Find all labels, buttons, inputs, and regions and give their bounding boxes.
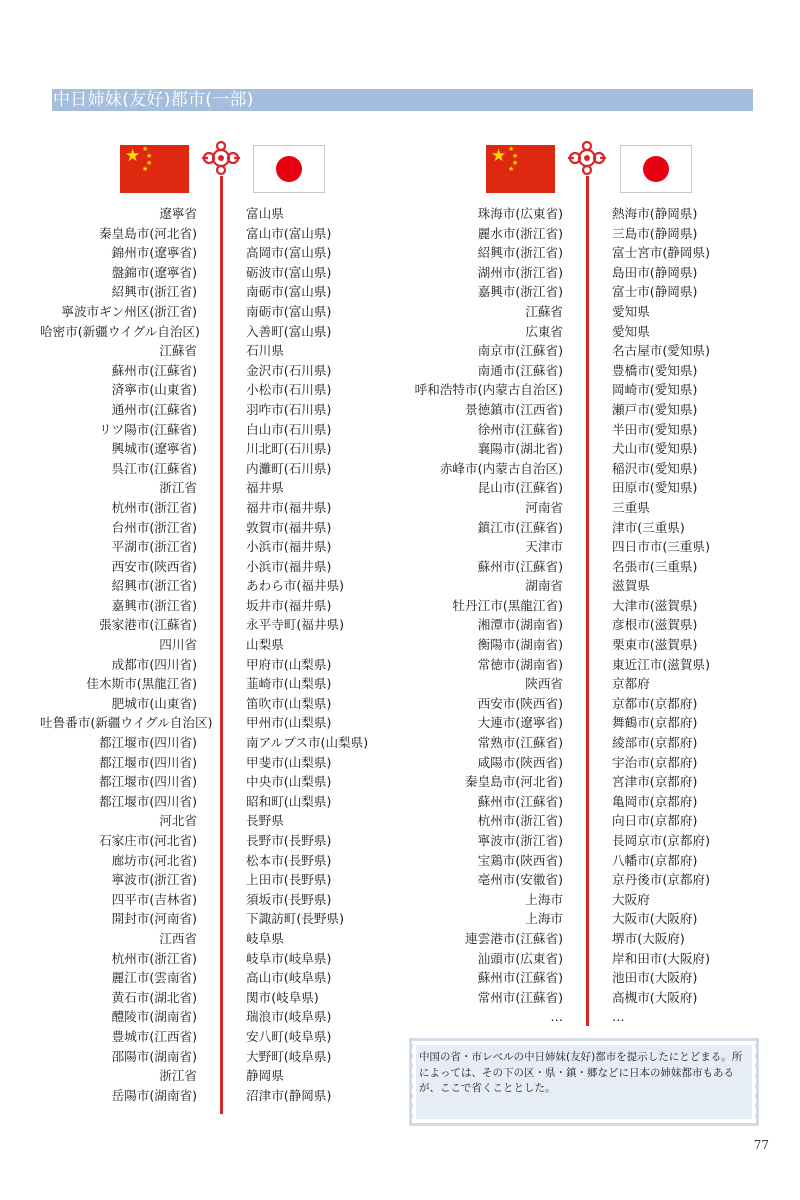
table-row: 常熟市(江蘇省) — [477, 735, 563, 751]
table-row: 三重県 — [612, 499, 650, 515]
table-row: 入善町(富山県) — [246, 323, 332, 339]
table-row: 杭州市(浙江省) — [111, 499, 197, 515]
table-row: 都江堰市(四川省) — [99, 735, 197, 751]
table-row: 張家港市(江蘇省) — [99, 617, 197, 633]
right-japan-city-list — [612, 204, 752, 1027]
table-row: 甲州市(山梨県) — [246, 715, 332, 731]
table-row: 平湖市(浙江省) — [111, 539, 197, 555]
table-row: 岐阜県 — [246, 930, 284, 946]
table-row: 舞鶴市(京都府) — [612, 715, 698, 731]
table-row: 岡崎市(愛知県) — [612, 382, 698, 398]
page-number: 77 — [753, 1138, 769, 1152]
table-row: 秦皇島市(河北省) — [99, 225, 197, 241]
table-row: 四日市市(三重県) — [612, 539, 710, 555]
table-row: 湖南省 — [525, 578, 563, 594]
table-row: 黄石市(湖北省) — [111, 989, 197, 1005]
table-row: 珠海市(広東省) — [477, 206, 563, 221]
table-row: 島田市(静岡県) — [612, 264, 698, 280]
table-row: 河南省 — [525, 499, 563, 515]
table-row: 興城市(遼寧省) — [111, 441, 197, 457]
table-row: 長岡京市(京都府) — [612, 833, 710, 848]
left-japan-city-list — [246, 204, 396, 1105]
table-row: 稲沢市(愛知県) — [612, 460, 698, 476]
table-row: 愛知県 — [612, 323, 650, 339]
table-row: 甲斐市(山梨県) — [246, 754, 332, 770]
table-row: … — [612, 1009, 625, 1025]
table-row: 咸陽市(陝西省) — [477, 754, 563, 770]
table-row: 陝西省 — [525, 676, 563, 692]
table-row: 小松市(石川県) — [246, 382, 332, 398]
table-row: 大野町(岐阜県) — [246, 1048, 332, 1064]
small-star-icon: ★ — [508, 165, 515, 173]
table-row: 栗東市(滋賀県) — [612, 637, 698, 653]
table-row: 三島市(静岡県) — [612, 225, 698, 241]
table-row: 向日市(京都府) — [612, 813, 698, 829]
table-row: 衡陽市(湖南省) — [477, 637, 563, 653]
table-row: 石川県 — [246, 343, 284, 359]
table-row: 京丹後市(京都府) — [612, 872, 710, 888]
table-row: 景徳鎮市(江西省) — [465, 401, 563, 417]
table-row: 廊坊市(河北省) — [111, 852, 197, 868]
table-row: 亳州市(安徽省) — [477, 872, 563, 888]
table-row: 堺市(大阪府) — [612, 930, 685, 946]
table-row: 上田市(長野県) — [246, 872, 332, 888]
table-row: 綾部市(京都府) — [612, 735, 698, 751]
small-star-icon: ★ — [146, 159, 153, 167]
small-star-icon: ★ — [512, 159, 519, 167]
china-flag-right — [486, 145, 555, 193]
table-row: 蘇州市(江蘇省) — [111, 362, 197, 378]
table-row: 邵陽市(湖南省) — [111, 1048, 197, 1064]
table-row: 通州市(江蘇省) — [111, 401, 197, 417]
table-row: 瀬戸市(愛知県) — [612, 401, 698, 417]
table-row: 杭州市(浙江省) — [477, 813, 563, 829]
table-row: 広東省 — [525, 323, 563, 339]
table-row: 四平市(吉林省) — [111, 891, 197, 907]
table-row: 連雲港市(江蘇省) — [465, 930, 563, 946]
table-row: 犬山市(愛知県) — [612, 441, 698, 457]
table-row: 富山県 — [246, 206, 284, 221]
table-row: 鎮江市(江蘇省) — [477, 519, 563, 535]
left-china-city-list — [40, 204, 213, 1105]
table-row: 金沢市(石川県) — [246, 362, 332, 378]
table-row: 石家庄市(河北省) — [99, 833, 197, 848]
small-star-icon: ★ — [508, 145, 515, 153]
table-row: 遼寧省 — [159, 206, 197, 221]
table-row: 江西省 — [159, 930, 197, 946]
table-row: 京都市(京都府) — [612, 695, 698, 711]
table-row: 浙江省 — [159, 480, 197, 496]
red-cord-divider-left — [220, 176, 223, 1114]
table-row: 川北町(石川県) — [246, 441, 332, 457]
table-row: 東近江市(滋賀県) — [612, 656, 710, 672]
table-row: 宇治市(京都府) — [612, 754, 698, 770]
table-row: 襄陽市(湖北省) — [477, 441, 563, 457]
table-row: 大阪府 — [612, 891, 650, 907]
table-row: 岳陽市(湖南省) — [111, 1087, 197, 1103]
table-row: 名張市(三重県) — [612, 558, 698, 574]
table-row: 宮津市(京都府) — [612, 774, 698, 790]
table-row: 麗江市(雲南省) — [111, 970, 197, 986]
table-row: 湘潭市(湖南省) — [477, 617, 563, 633]
table-row: 徐州市(江蘇省) — [477, 421, 563, 437]
table-row: 宝鶏市(陝西省) — [477, 852, 563, 868]
table-row: 熱海市(静岡県) — [612, 206, 698, 221]
table-row: 嘉興市(浙江省) — [111, 597, 197, 613]
table-row: 豊城市(江西省) — [111, 1028, 197, 1044]
table-row: 錦州市(遼寧省) — [111, 245, 197, 261]
table-row: 長野県 — [246, 813, 284, 829]
table-row: 敦賀市(福井県) — [246, 519, 332, 535]
table-row: 小浜市(福井県) — [246, 539, 332, 555]
table-row: 肥城市(山東省) — [111, 695, 197, 711]
table-row: 韮崎市(山梨県) — [246, 676, 332, 692]
table-row: 高山市(岐阜県) — [246, 970, 332, 986]
japan-flag-left — [253, 145, 325, 193]
table-row: 沼津市(静岡県) — [246, 1087, 332, 1103]
table-row: 佳木斯市(黒龍江省) — [86, 676, 197, 692]
table-row: 呼和浩特市(内蒙古自治区) — [414, 382, 563, 398]
table-row: 下諏訪町(長野県) — [246, 911, 344, 927]
right-china-city-list — [405, 204, 563, 1027]
china-flag-left — [120, 145, 189, 193]
small-star-icon: ★ — [142, 165, 149, 173]
sun-disc-icon — [643, 156, 669, 182]
chinese-knot-icon — [564, 138, 610, 178]
table-row: 常州市(江蘇省) — [477, 989, 563, 1005]
table-row: 天津市 — [525, 539, 563, 555]
japan-flag-right — [620, 145, 692, 193]
table-row: 須坂市(長野県) — [246, 891, 332, 907]
table-row: 西安市(陝西省) — [477, 695, 563, 711]
table-row: 都江堰市(四川省) — [99, 793, 197, 809]
note-text: 中国の省・市レベルの中日姉妹(友好)都市を提示したにとどまる。所によっては、その下の区・県・鎮・郷などに日本の姉妹都市もあるが、ここで省くこととした。 — [419, 1051, 743, 1095]
table-row: 富士宮市(静岡県) — [612, 245, 710, 261]
table-row: 河北省 — [159, 813, 197, 829]
table-row: 成都市(四川省) — [111, 656, 197, 672]
table-row: 愛知県 — [612, 303, 650, 319]
table-row: 甲府市(山梨県) — [246, 656, 332, 672]
table-row: 西安市(陝西省) — [111, 558, 197, 574]
table-row: 名古屋市(愛知県) — [612, 343, 710, 359]
table-row: 内灘町(石川県) — [246, 460, 332, 476]
table-row: 常徳市(湖南省) — [477, 656, 563, 672]
table-row: 長野市(長野県) — [246, 833, 332, 848]
table-row: 高岡市(富山県) — [246, 245, 332, 261]
table-row: 汕頭市(広東省) — [477, 950, 563, 966]
table-row: 安八町(岐阜県) — [246, 1028, 332, 1044]
table-row: 紹興市(浙江省) — [111, 578, 197, 594]
table-row: 池田市(大阪府) — [612, 970, 698, 986]
red-cord-divider-right — [586, 176, 589, 1026]
table-row: 津市(三重県) — [612, 519, 685, 535]
table-row: 八幡市(京都府) — [612, 852, 698, 868]
table-row: 大連市(遼寧省) — [477, 715, 563, 731]
table-row: 紹興市(浙江省) — [477, 245, 563, 261]
table-row: 麗水市(浙江省) — [477, 225, 563, 241]
table-row: あわら市(福井県) — [246, 578, 344, 594]
table-row: 都江堰市(四川省) — [99, 754, 197, 770]
small-star-icon: ★ — [146, 152, 153, 160]
table-row: 永平寺町(福井県) — [246, 617, 344, 633]
table-row: … — [550, 1009, 563, 1025]
table-row: 江蘇省 — [525, 303, 563, 319]
table-row: 大阪市(大阪府) — [612, 911, 698, 927]
table-row: 秦皇島市(河北省) — [465, 774, 563, 790]
table-row: 松本市(長野県) — [246, 852, 332, 868]
table-row: 岐阜市(岐阜県) — [246, 950, 332, 966]
table-row: 赤峰市(内蒙古自治区) — [439, 460, 563, 476]
table-row: 醴陵市(湖南省) — [111, 1009, 197, 1025]
table-row: 田原市(愛知県) — [612, 480, 698, 496]
large-star-icon: ★ — [125, 146, 141, 166]
table-row: 台州市(浙江省) — [111, 519, 197, 535]
table-row: 関市(岐阜県) — [246, 989, 319, 1005]
table-row: 牡丹江市(黒龍江省) — [452, 597, 563, 613]
table-row: 半田市(愛知県) — [612, 421, 698, 437]
table-row: 浙江省 — [159, 1068, 197, 1084]
table-row: 中央市(山梨県) — [246, 774, 332, 790]
table-row: 岸和田市(大阪府) — [612, 950, 710, 966]
table-row: 蘇州市(江蘇省) — [477, 558, 563, 574]
small-star-icon: ★ — [512, 152, 519, 160]
table-row: 昭和町(山梨県) — [246, 793, 332, 809]
table-row: 砺波市(富山県) — [246, 264, 332, 280]
table-row: 盤錦市(遼寧省) — [111, 264, 197, 280]
table-row: 寧波市(浙江省) — [477, 833, 563, 848]
small-star-icon: ★ — [142, 145, 149, 153]
table-row: 江蘇省 — [159, 343, 197, 359]
table-row: 豊橋市(愛知県) — [612, 362, 698, 378]
table-row: 嘉興市(浙江省) — [477, 284, 563, 300]
table-row: 済寧市(山東省) — [111, 382, 197, 398]
table-row: 都江堰市(四川省) — [99, 774, 197, 790]
table-row: 吐鲁番市(新疆ウイグル自治区) — [40, 715, 213, 731]
page-title: 中日姉妹(友好)都市(一部) — [53, 90, 254, 110]
table-row: 南通市(江蘇省) — [477, 362, 563, 378]
table-row: 開封市(河南省) — [111, 911, 197, 927]
table-row: 静岡県 — [246, 1068, 284, 1084]
table-row: 坂井市(福井県) — [246, 597, 332, 613]
table-row: 蘇州市(江蘇省) — [477, 793, 563, 809]
sun-disc-icon — [276, 156, 302, 182]
table-row: 哈密市(新疆ウイグル自治区) — [40, 323, 200, 339]
table-row: 寧波市(浙江省) — [111, 872, 197, 888]
table-row: 上海市 — [525, 911, 563, 927]
table-row: 大津市(滋賀県) — [612, 597, 698, 613]
table-row: 蘇州市(江蘇省) — [477, 970, 563, 986]
table-row: 京都府 — [612, 676, 650, 692]
table-row: 寧波市ギン州区(浙江省) — [61, 303, 197, 319]
chinese-knot-icon — [198, 138, 244, 178]
table-row: リツ陽市(江蘇省) — [99, 421, 197, 437]
table-row: 福井県 — [246, 480, 284, 496]
table-row: 紹興市(浙江省) — [111, 284, 197, 300]
table-row: 笛吹市(山梨県) — [246, 695, 332, 711]
table-row: 昆山市(江蘇省) — [477, 480, 563, 496]
table-row: 富士市(静岡県) — [612, 284, 698, 300]
table-row: 上海市 — [525, 891, 563, 907]
table-row: 福井市(福井県) — [246, 499, 332, 515]
table-row: 湖州市(浙江省) — [477, 264, 563, 280]
table-row: 滋賀県 — [612, 578, 650, 594]
table-row: 山梨県 — [246, 637, 284, 653]
table-row: 富山市(富山県) — [246, 225, 332, 241]
table-row: 瑞浪市(岐阜県) — [246, 1009, 332, 1025]
table-row: 亀岡市(京都府) — [612, 793, 698, 809]
table-row: 彦根市(滋賀県) — [612, 617, 698, 633]
table-row: 南砺市(富山県) — [246, 303, 332, 319]
table-row: 白山市(石川県) — [246, 421, 332, 437]
table-row: 羽咋市(石川県) — [246, 401, 332, 417]
large-star-icon: ★ — [491, 146, 507, 166]
table-row: 呉江市(江蘇省) — [111, 460, 197, 476]
table-row: 高槻市(大阪府) — [612, 989, 698, 1005]
table-row: 四川省 — [159, 637, 197, 653]
table-row: 杭州市(浙江省) — [111, 950, 197, 966]
table-row: 南アルプス市(山梨県) — [246, 735, 369, 751]
table-row: 小浜市(福井県) — [246, 558, 332, 574]
table-row: 南砺市(富山県) — [246, 284, 332, 300]
table-row: 南京市(江蘇省) — [477, 343, 563, 359]
